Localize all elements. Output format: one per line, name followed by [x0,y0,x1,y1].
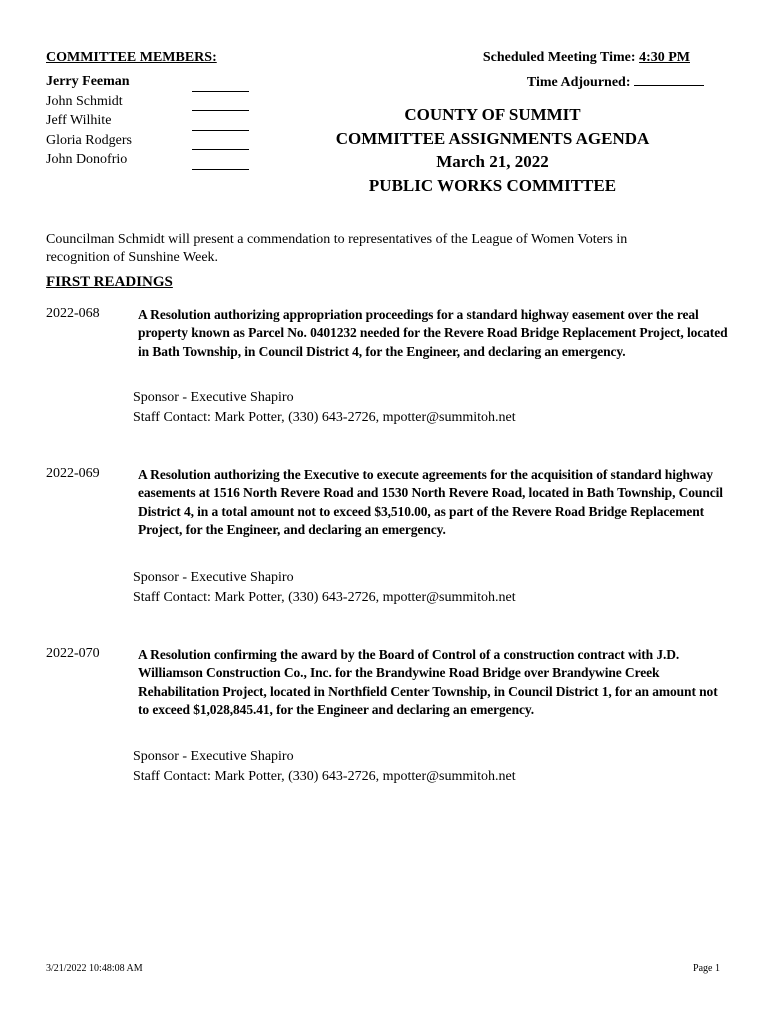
item-number: 2022-069 [46,466,100,481]
item-contact: Staff Contact: Mark Potter, (330) 643-2726, mpotter@summitoh.net [133,410,516,425]
attendance-lines [192,72,249,170]
intro-text: Councilman Schmidt will present a commendation to representatives of the League of Women Voters in recognition of Sunshine Week. [46,232,628,265]
time-adjourned-label: Time Adjourned: [526,75,631,90]
section-title: FIRST READINGS [46,274,173,290]
item-contact: Staff Contact: Mark Potter, (330) 643-2726, mpotter@summitoh.net [133,769,516,784]
item-contact: Staff Contact: Mark Potter, (330) 643-2726, mpotter@summitoh.net [133,590,516,605]
committee-members-title: COMMITTEE MEMBERS: [46,50,217,65]
agenda-title: COMMITTEE ASSIGNMENTS AGENDA [335,128,650,148]
item-number: 2022-068 [46,306,100,321]
county-title: COUNTY OF SUMMIT [404,105,581,124]
scheduled-meeting-time [483,50,690,66]
item-sponsor: Sponsor - Executive Shapiro [133,749,294,764]
time-adjourned [527,72,704,91]
item-meta [133,747,516,787]
agenda-date: March 21, 2022 [436,152,549,171]
agenda-heading [300,103,685,197]
item-meta [133,388,516,428]
committee-members-list [46,72,132,170]
attendance-line [192,150,249,170]
item-resolution-text: A Resolution authorizing appropriation proceedings for a standard highway easement over the real property known as Parcel No. 0401232 needed for the Revere Road Bridge Replacement Project, located in Bath Township, in Council District 4, for the Engineer, and declaring an emergency. [138,307,728,359]
committee-name: PUBLIC WORKS COMMITTEE [368,175,617,195]
footer-timestamp: 3/21/2022 10:48:08 AM [46,963,143,974]
attendance-line [192,92,249,112]
item-sponsor: Sponsor - Executive Shapiro [133,570,294,585]
item-sponsor: Sponsor - Executive Shapiro [133,390,294,405]
item-resolution-text: A Resolution authorizing the Executive to execute agreements for the acquisition of standard highway easements at 1516 North Revere Road and 1530 North Revere Road, located in Bath Township, Council District 4, in a total amount not to exceed $3,510.00, as part of the Revere Road Bridge Replacement Project, for the Engineer, and declaring an emergency. [138,467,723,537]
meeting-time-value: 4:30 PM [639,50,690,65]
member-name: Jerry Feeman [46,74,130,89]
attendance-line [192,72,249,92]
item-resolution-text: A Resolution confirming the award by the Board of Control of a construction contract with J.D. Williamson Construction Co., Inc. for the Brandywine Road Bridge over Brandywine Creek Rehabilitation Project, located in Northfield Center Township, in Council District 1, for an amount not to exceed $1,028,845.41, for the Engineer and declaring an emergency. [138,647,718,717]
member-name: John Schmidt [46,93,123,109]
member-name: John Donofrio [46,152,128,167]
member-name: Gloria Rodgers [46,132,132,148]
member-name: Jeff Wilhite [46,113,112,128]
item-number: 2022-070 [46,646,100,661]
item-meta [133,568,516,608]
meeting-time-label: Scheduled Meeting Time: [482,50,636,65]
attendance-line [192,111,249,131]
attendance-line [192,131,249,151]
time-adjourned-blank [634,72,704,86]
footer-page-number: Page 1 [693,963,720,974]
